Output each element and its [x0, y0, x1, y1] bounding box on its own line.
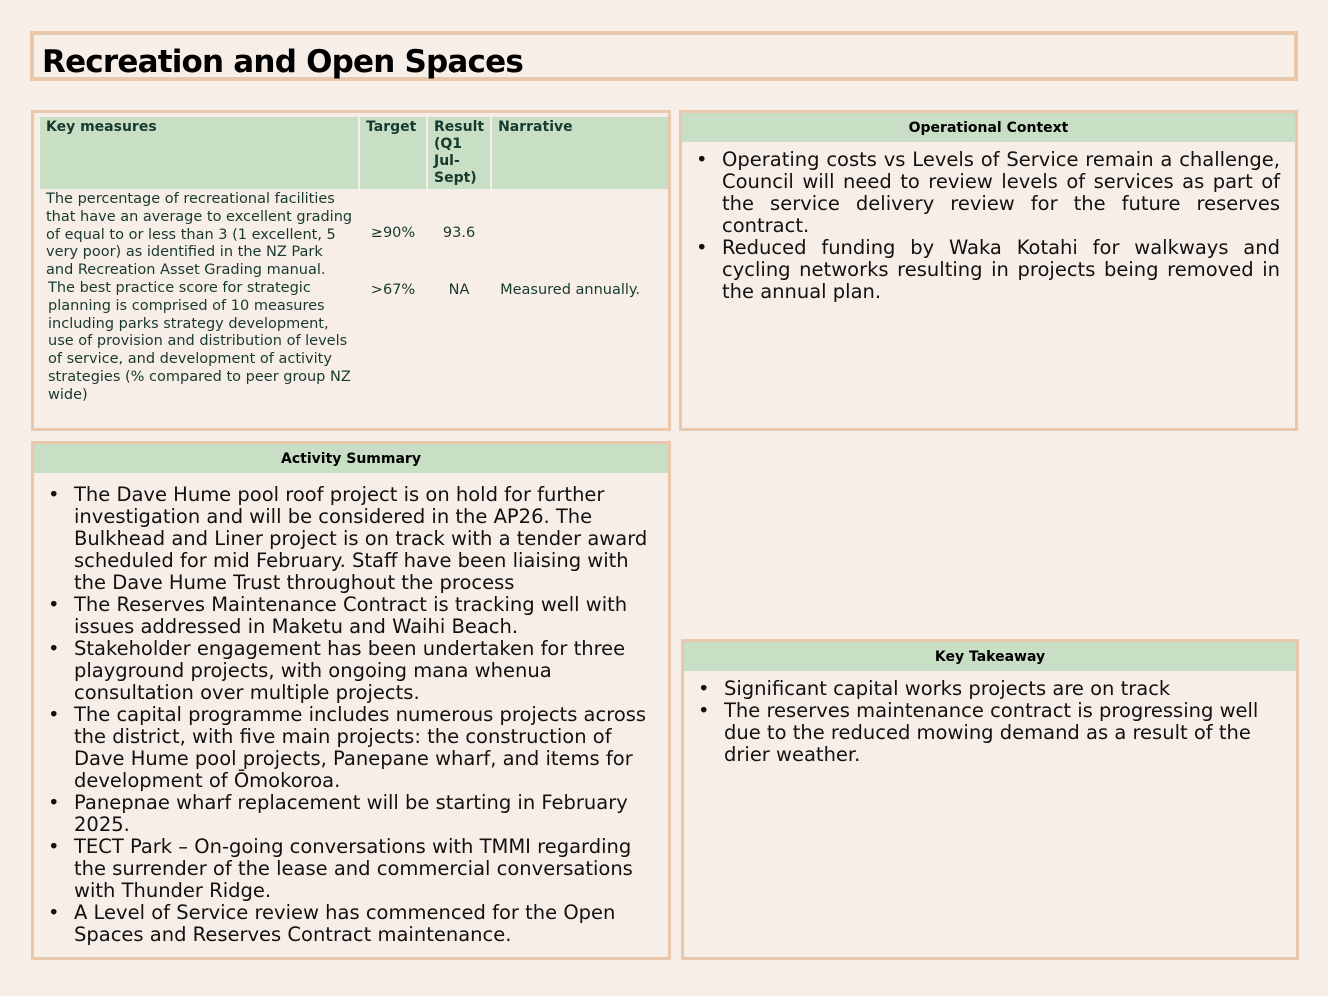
key-takeaway-heading: Key Takeaway [684, 642, 1296, 671]
target-cell: >67% [370, 281, 416, 298]
narrative-cell [492, 189, 668, 280]
col-target: Target [360, 117, 426, 189]
list-item: • Significant capital works projects are on track [684, 678, 1282, 700]
table-row [40, 280, 668, 405]
page-title: Recreation and Open Spaces [42, 44, 523, 80]
col-narrative: Narrative [492, 117, 668, 189]
result-cell: NA [448, 281, 470, 298]
title-box [30, 31, 1298, 81]
key-takeaway-panel [681, 639, 1299, 960]
activity-summary-panel [31, 441, 671, 960]
key-measures-table [38, 117, 670, 405]
col-result: Result (Q1 Jul-Sept) [428, 117, 490, 189]
table-row [40, 189, 668, 280]
narrative-cell: Measured annually. [500, 281, 641, 298]
measure-cell: The percentage of recreational facilities that have an average to excellent grading of equal to or less than 3 (1 excellent, 5 very poor) as identified in the NZ Park and Recreation Asset Grading manual. [46, 191, 353, 279]
activity-summary-heading: Activity Summary [34, 444, 668, 473]
list-item: • The reserves maintenance contract is progressing well due to the reduced mowing demand as a result of the drier weather. [684, 700, 1282, 766]
activity-summary-list [34, 484, 662, 946]
operational-context-list [682, 149, 1280, 303]
list-item: • Operating costs vs Levels of Service remain a challenge, Council will need to review levels of services as part of the service delivery review for the future reserves contract. [682, 149, 1280, 237]
key-takeaway-list [684, 678, 1282, 766]
operational-context-heading: Operational Context [682, 113, 1295, 142]
table-header-row [40, 117, 668, 189]
list-item: • A Level of Service review has commenced for the Open Spaces and Reserves Contract maintenance. [34, 902, 662, 946]
target-cell: ≥90% [370, 225, 416, 241]
result-cell: 93.6 [442, 225, 476, 241]
list-item: • Stakeholder engagement has been undertaken for three playground projects, with ongoing mana whenua consultation over multiple projects. [34, 638, 662, 704]
list-item: • TECT Park – On-going conversations with TMMI regarding the surrender of the lease and commercial conversations with Thunder Ridge. [34, 836, 662, 902]
list-item: • The Dave Hume pool roof project is on hold for further investigation and will be considered in the AP26. The Bulkhead and Liner project is on track with a tender award scheduled for mid February. Staff have been liaising with the Dave Hume Trust throughout the process [34, 484, 662, 594]
list-item: • The capital programme includes numerous projects across the district, with five main projects: the construction of Dave Hume pool projects, Panepane wharf, and items for development of Ōmokoroa. [34, 704, 662, 792]
list-item: • Reduced funding by Waka Kotahi for walkways and cycling networks resulting in projects being removed in the annual plan. [682, 237, 1280, 303]
list-item: • The Reserves Maintenance Contract is tracking well with issues addressed in Maketu and Waihi Beach. [34, 594, 662, 638]
key-measures-panel [31, 110, 671, 431]
operational-context-panel [679, 110, 1298, 431]
measure-cell: The best practice score for strategic planning is comprised of 10 measures including parks strategy development, use of provision and distribution of levels of service, and development of activity strategies (% compared to peer group NZ wide) [48, 279, 351, 403]
col-key-measures: Key measures [40, 117, 358, 189]
list-item: • Panepnae wharf replacement will be starting in February 2025. [34, 792, 662, 836]
